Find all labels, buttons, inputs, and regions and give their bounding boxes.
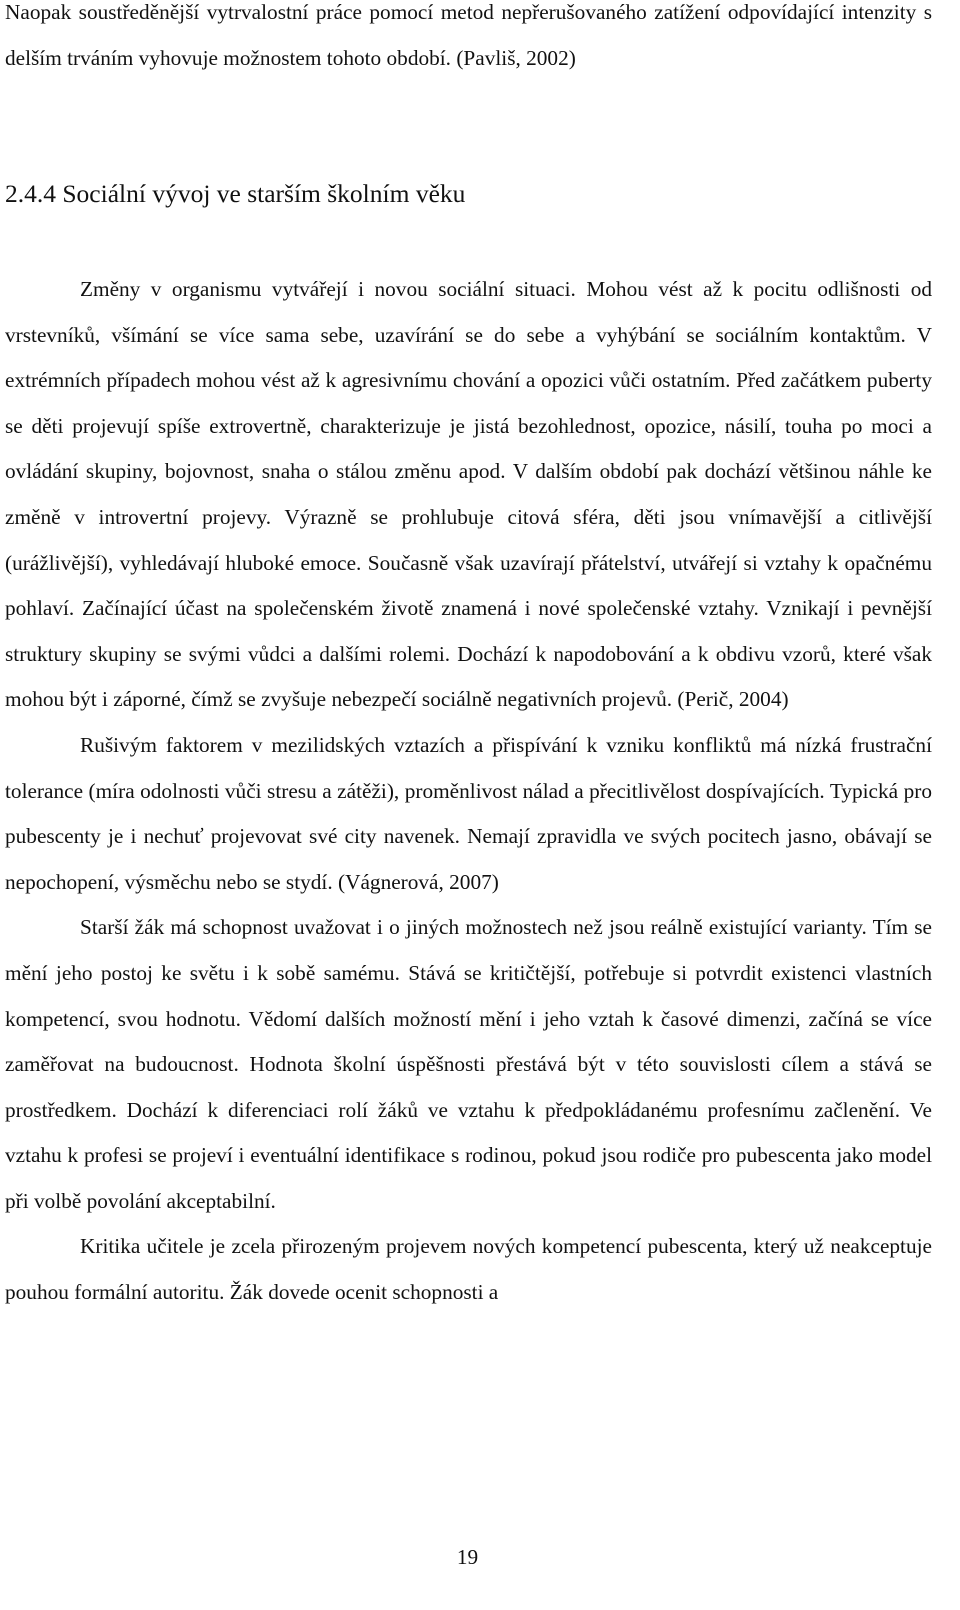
paragraph-conflict-factors: Rušivým faktorem v mezilidských vztazích a přispívání k vzniku konfliktů má nízká frustrační tolerance (míra odolnosti vůči stresu a zátěži), proměnlivost nálad a přecitlivělost dospívajících. Typická pro pubescenty je i nechuť projevovat své city navenek. Nemají zpravidla ve svých pocitech jasno, obávají se nepochopení, výsměchu nebo se stydí. (Vágnerová, 2007) (5, 732, 932, 894)
paragraph-teacher-criticism: Kritika učitele je zcela přirozeným projevem nových kompetencí pubescenta, který už neakceptuje pouhou formální autoritu. Žák dovede ocenit schopnosti a (5, 1234, 932, 1305)
intro-paragraph: Naopak soustředěnější vytrvalostní práce pomocí metod nepřerušovaného zatížení odpovídající intenzity s delším trváním vyhovuje možnostem tohoto období. (Pavliš, 2002) (5, 0, 932, 70)
section-heading: 2.4.4 Sociální vývoj ve starším školním věku (5, 179, 466, 208)
page-number: 19 (456, 1545, 479, 1569)
section-body (5, 267, 932, 1316)
paragraph-social-change: Změny v organismu vytvářejí i novou sociální situaci. Mohou vést až k pocitu odlišnosti od vrstevníků, všímání se více sama sebe, uzavírání se do sebe a vyhýbání se sociálním kontaktům. V extrémních případech mohou vést až k agresivnímu chování a opozici vůči ostatním. Před začátkem puberty se děti projevují spíše extrovertně, charakterizuje je jistá bezohlednost, opozice, násilí, touha po moci a ovládání skupiny, bojovnost, snaha o stálou změnu apod. V dalším období pak dochází většinou náhle ke změně v introvertní projevy. Výrazně se prohlubuje citová sféra, děti jsou vnímavější a citlivější (urážlivější), vyhledávají hluboké emoce. Současně však uzavírají přátelství, utvářejí si vztahy k opačnému pohlaví. Začínající účast na společenském životě znamená i nové společenské vztahy. Vznikají i pevnější struktury skupiny se svými vůdci a dalšími rolemi. Dochází k napodobování a k obdivu vzorů, které však mohou být i záporné, čímž se zvyšuje nebezpečí sociálně negativních projevů. (Perič, 2004) (5, 277, 932, 712)
paragraph-reasoning: Starší žák má schopnost uvažovat i o jiných možnostech než jsou reálně existující varianty. Tím se mění jeho postoj ke světu i k sobě samému. Stává se kritičtější, potřebuje si potvrdit existenci vlastních kompetencí, svou hodnotu. Vědomí dalších možností mění i jeho vztah k časové dimenzi, začíná se více zaměřovat na budoucnost. Hodnota školní úspěšnosti přestává být v této souvislosti cílem a stává se prostředkem. Dochází k diferenciaci rolí žáků ve vztahu k předpokládanému profesnímu začlenění. Ve vztahu k profesi se projeví i eventuální identifikace s rodinou, pokud jsou rodiče pro pubescenta jako model při volbě povolání akceptabilní. (5, 915, 932, 1213)
